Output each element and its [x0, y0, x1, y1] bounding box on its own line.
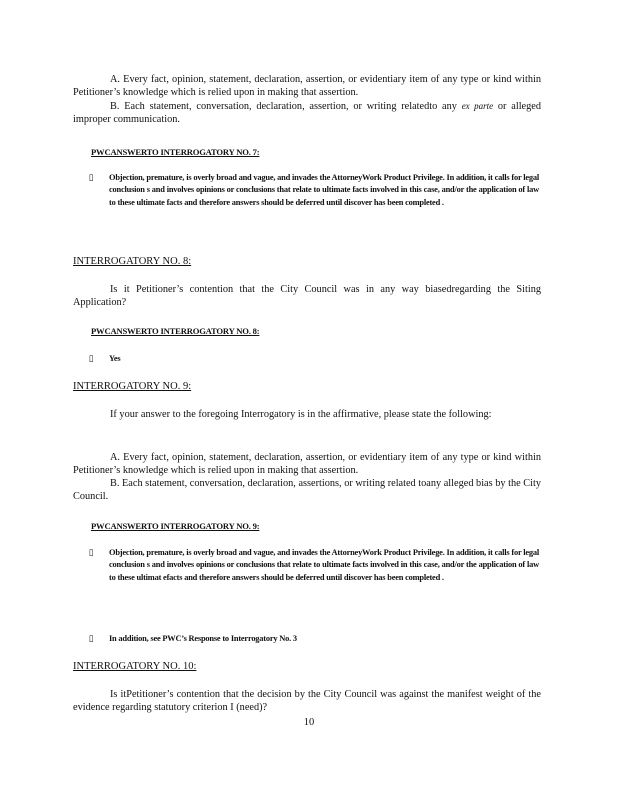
yes-bullet-8: ▯ Yes [89, 353, 539, 365]
question-8: Is it Petitioner’s contention that the City Council was in any way biasedregarding the Siting Application? [73, 284, 541, 308]
italic-term: ex parte [461, 101, 494, 111]
paragraph-b-item-7: B. Each statement, conversation, declaration, assertion, or writing relatedto any ex parte or alleged improper communication. [73, 101, 541, 125]
bullet-icon: ▯ [89, 634, 94, 643]
interrogatory-heading-9: INTERROGATORY NO. 9: [73, 381, 192, 392]
interrogatory-heading-8: INTERROGATORY NO. 8: [73, 256, 192, 267]
question-9: If your answer to the foregoing Interrogatory is in the affirmative, please state the following: [110, 409, 492, 420]
bullet-icon: ▯ [89, 548, 94, 557]
answer-heading-7: PWCANSWERTO INTERROGATORY NO. 7: [91, 147, 260, 157]
paragraph-b-item-9: B. Each statement, conversation, declaration, assertions, or writing related toany alleged bias by the City Council. [73, 478, 541, 502]
paragraph-a-item-7: A. Every fact, opinion, statement, declaration, assertion, or evidentiary item of any type or kind within Petitioner’s knowledge which is relied upon in making that assertion. [73, 74, 541, 98]
bullet-icon: ▯ [89, 173, 94, 182]
paragraph-a-item-9: A. Every fact, opinion, statement, declaration, assertion, or evidentiary item of any type or kind within Petitioner’s knowledge which is relied upon in making that assertion. [73, 452, 541, 476]
objection-bullet-7: ▯ Objection, premature, is overly broad and vague, and invades the AttorneyWork Product Privilege. In addition, it calls for legal conclusion s and involves opinions or conclusions that relate to ultimate facts involved in this case, and/or the application of law to these ultimate facts and therefore answers should be deferred until discover has been completed . [89, 173, 539, 207]
interrogatory-heading-10: INTERROGATORY NO. 10: [73, 661, 197, 672]
objection-bullet-9: ▯ Objection, premature, is overly broad and vague, and invades the AttorneyWork Product Privilege. In addition, it calls for legal conclusion s and involves opinions or conclusions that relate to ultimate facts involved in this case, and/or the application of law to these ultimat efacts and therefore answers should be deferred until discover has been completed . [89, 548, 539, 582]
answer-heading-9: PWCANSWERTO INTERROGATORY NO. 9: [91, 521, 260, 531]
question-10: Is itPetitioner’s contention that the decision by the City Council was against the manifest weight of the evidence regarding statutory criterion I (need)? [73, 689, 541, 713]
in-addition-bullet-9: ▯ In addition, see PWC’s Response to Interrogatory No. 3 [89, 633, 539, 645]
bullet-icon: ▯ [89, 354, 94, 363]
answer-heading-8: PWCANSWERTO INTERROGATORY NO. 8: [91, 326, 260, 336]
page-number: 10 [303, 717, 315, 728]
